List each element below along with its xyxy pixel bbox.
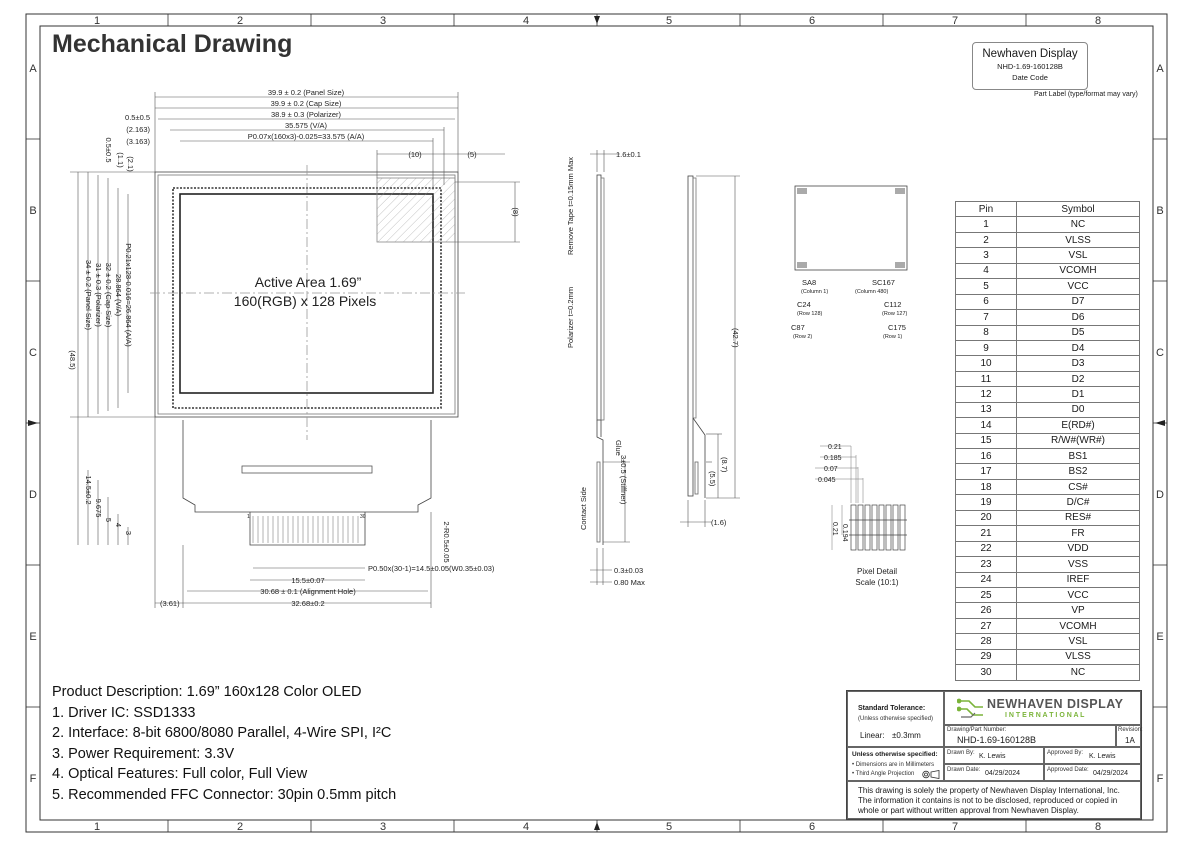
pin-number: 9 xyxy=(956,340,1017,355)
pin-row xyxy=(956,232,1140,247)
pin-row xyxy=(956,541,1140,556)
drawn-by-label: Drawn By: xyxy=(947,750,975,756)
pin-symbol: CS# xyxy=(1017,479,1140,494)
pixel-dim: 0.07 xyxy=(824,466,838,473)
col-label: 1 xyxy=(93,15,101,27)
description-line: 4. Optical Features: Full color, Full View xyxy=(52,766,308,783)
pin-symbol: D6 xyxy=(1017,310,1140,325)
dim-left: 31 ± 0.3 (Polarizer) xyxy=(94,263,103,327)
pin-row xyxy=(956,464,1140,479)
notice xyxy=(858,786,1120,816)
row-label: D xyxy=(29,489,37,501)
dim-top-left: (3.163) xyxy=(126,137,150,146)
dim-bottom-left: 3 xyxy=(124,530,133,536)
col-label: 5 xyxy=(665,821,673,833)
pixel-dim: 0.21 xyxy=(828,444,842,451)
pin-symbol: IREF xyxy=(1017,572,1140,587)
side-dim: 1.6±0.1 xyxy=(616,150,641,159)
pin-row xyxy=(956,572,1140,587)
linear-label: Linear: xyxy=(860,731,885,740)
driver-label: (Row 128) xyxy=(797,311,823,317)
pin-number: 30 xyxy=(956,665,1017,680)
revision-label: Revision: xyxy=(1118,727,1143,733)
col-label: 4 xyxy=(522,821,530,833)
dim-top: P0.07x(160x3)-0.025=33.575 (A/A) xyxy=(247,132,365,141)
pin-symbol: BS1 xyxy=(1017,449,1140,464)
side-label: 3±0.5 (Stiffner) xyxy=(619,455,628,505)
pixel-caption: Scale (10:1) xyxy=(855,578,899,587)
std-tol-title: Standard Tolerance: xyxy=(858,705,926,712)
part-number-label: Drawing/Part Number: xyxy=(947,727,1007,733)
pin-number: 27 xyxy=(956,618,1017,633)
row-label: E xyxy=(29,631,37,643)
pin-number: 10 xyxy=(956,356,1017,371)
pin-number: 11 xyxy=(956,371,1017,386)
pin-row xyxy=(956,587,1140,602)
pin-mark: 1 xyxy=(247,514,250,520)
col-label: 3 xyxy=(379,821,387,833)
dim-left: 34 ± 0.2 (Panel Size) xyxy=(84,260,93,330)
pin-number: 25 xyxy=(956,587,1017,602)
driver-label: SA8 xyxy=(802,278,817,287)
pixel-dim: 0.185 xyxy=(824,455,842,462)
pin-number: 21 xyxy=(956,526,1017,541)
drawn-date: 04/29/2024 xyxy=(985,770,1021,777)
pin-row xyxy=(956,526,1140,541)
active-area-pixels: 160(RGB) x 128 Pixels xyxy=(233,293,377,309)
part-label-brand: Newhaven Display xyxy=(982,48,1078,60)
pixel-caption: Pixel Detail xyxy=(856,567,898,576)
pin-symbol: VP xyxy=(1017,603,1140,618)
row-label: B xyxy=(1156,205,1164,217)
col-label: 8 xyxy=(1094,821,1102,833)
col-label: 5 xyxy=(665,15,673,27)
product-description xyxy=(52,682,396,806)
drawn-by-cell xyxy=(944,747,1044,764)
pin-number: 2 xyxy=(956,232,1017,247)
pin-number: 5 xyxy=(956,279,1017,294)
pin-symbol: NC xyxy=(1017,665,1140,680)
pin-row xyxy=(956,665,1140,680)
pin-symbol: RES# xyxy=(1017,510,1140,525)
pin-number: 16 xyxy=(956,449,1017,464)
pin-number: 12 xyxy=(956,387,1017,402)
row-label: B xyxy=(29,205,37,217)
col-label: 7 xyxy=(951,821,959,833)
pin-mark: 30 xyxy=(360,514,366,520)
approved-date-cell xyxy=(1044,764,1141,781)
unless-title: Unless otherwise specified: xyxy=(852,751,938,758)
col-label: 3 xyxy=(379,15,387,27)
pin-symbol: D/C# xyxy=(1017,495,1140,510)
pin-row xyxy=(956,418,1140,433)
approved-by: K. Lewis xyxy=(1089,753,1116,760)
pin-number: 18 xyxy=(956,479,1017,494)
pin-row xyxy=(956,263,1140,278)
pin-symbol: D0 xyxy=(1017,402,1140,417)
driver-label: (Row 1) xyxy=(883,334,903,340)
logo-circuit-icon xyxy=(957,695,985,721)
description-line: 2. Interface: 8-bit 6800/8080 Parallel, 4-Wire SPI, I²C xyxy=(52,725,392,742)
driver-label: (Row 2) xyxy=(793,334,813,340)
col-label: 2 xyxy=(236,821,244,833)
col-label: 4 xyxy=(522,15,530,27)
pin-symbol: D3 xyxy=(1017,356,1140,371)
side-label: Glue xyxy=(614,440,623,456)
driver-label: (Row 127) xyxy=(882,311,908,317)
pixel-dim: 0.194 xyxy=(841,524,848,542)
pin-row xyxy=(956,433,1140,448)
pin-symbol: VCOMH xyxy=(1017,618,1140,633)
side2-dim: (5.5) xyxy=(708,471,717,487)
radius-label: 2-R0.5±0.05 xyxy=(442,521,451,563)
side2-dim: (8.7) xyxy=(720,457,729,473)
page-title: Mechanical Drawing xyxy=(52,30,293,58)
row-label: C xyxy=(29,347,37,359)
pin-row xyxy=(956,340,1140,355)
std-tol-sub: (Unless otherwise specified) xyxy=(858,716,934,722)
dim-bottom-left: 14.5±0.2 xyxy=(84,475,93,505)
pin-symbol: NC xyxy=(1017,217,1140,232)
side-dim: 0.3±0.03 xyxy=(614,566,644,575)
col-label: 8 xyxy=(1094,15,1102,27)
description-line: 1. Driver IC: SSD1333 xyxy=(52,704,196,721)
pin-row xyxy=(956,649,1140,664)
pin-row xyxy=(956,371,1140,386)
pin-number: 19 xyxy=(956,495,1017,510)
pin-row xyxy=(956,387,1140,402)
dim-left: (1.1) xyxy=(116,152,125,168)
drawn-date-label: Drawn Date: xyxy=(947,767,981,773)
dim-bottom: 30.68 ± 0.1 (Alignment Hole) xyxy=(260,587,356,596)
description-line: 3. Power Requirement: 3.3V xyxy=(52,745,235,762)
dim-top: 38.9 ± 0.3 (Polarizer) xyxy=(271,110,341,119)
part-label-date-code: Date Code xyxy=(1012,73,1048,82)
dim-top: 39.9 ± 0.2 (Panel Size) xyxy=(267,88,345,97)
pixel-dim: 0.045 xyxy=(818,477,836,484)
pin-number: 7 xyxy=(956,310,1017,325)
driver-label: SC167 xyxy=(872,278,895,287)
pin-row xyxy=(956,248,1140,263)
pin-number: 6 xyxy=(956,294,1017,309)
side-label: Remove Tape t=0.15mm Max xyxy=(566,156,575,255)
row-label: D xyxy=(1156,489,1164,501)
pin-number: 13 xyxy=(956,402,1017,417)
pin-symbol: VSL xyxy=(1017,634,1140,649)
pin-number: 1 xyxy=(956,217,1017,232)
pin-symbol: VSS xyxy=(1017,557,1140,572)
third-angle-icon xyxy=(922,770,940,779)
pin-number: 8 xyxy=(956,325,1017,340)
dim-top: (10) xyxy=(408,150,422,159)
driver-label: (Column 1) xyxy=(801,289,829,295)
pin-row xyxy=(956,479,1140,494)
pin-symbol: VSL xyxy=(1017,248,1140,263)
approved-date: 04/29/2024 xyxy=(1093,770,1129,777)
pin-symbol: VLSS xyxy=(1017,232,1140,247)
pin-number: 26 xyxy=(956,603,1017,618)
pin-number: 3 xyxy=(956,248,1017,263)
driver-label: C112 xyxy=(884,300,902,309)
dim-top: 39.9 ± 0.2 (Cap Size) xyxy=(270,99,342,108)
dim-bottom-left: 9.675 xyxy=(94,498,103,518)
pin-table xyxy=(955,201,1140,681)
col-label: 7 xyxy=(951,15,959,27)
pin-symbol: D2 xyxy=(1017,371,1140,386)
pin-number: 28 xyxy=(956,634,1017,649)
side2-dim: (42.7) xyxy=(731,328,740,348)
driver-label: C24 xyxy=(797,300,811,309)
dim-left: (48.5) xyxy=(68,350,77,370)
pin-table-body xyxy=(956,202,1140,681)
dim-left: P0.21x128-0.016=26.864 (A/A) xyxy=(124,243,133,347)
pin-symbol: VLSS xyxy=(1017,649,1140,664)
dim-bottom-left: 4 xyxy=(114,522,123,528)
pin-symbol: D1 xyxy=(1017,387,1140,402)
pin-row xyxy=(956,557,1140,572)
driver-label: C175 xyxy=(888,323,906,332)
pin-symbol: VCC xyxy=(1017,587,1140,602)
part-label-number: NHD-1.69-160128B xyxy=(997,62,1063,71)
linear-value: ±0.3mm xyxy=(892,731,921,740)
pixel-dim: 0.21 xyxy=(831,522,838,536)
driver-label: C87 xyxy=(791,323,805,332)
dim-top-left: (2.163) xyxy=(126,125,150,134)
dim-left: (2.1) xyxy=(126,156,135,172)
col-label: 1 xyxy=(93,821,101,833)
col-label: 2 xyxy=(236,15,244,27)
pin-row xyxy=(956,325,1140,340)
pin-symbol: VCOMH xyxy=(1017,263,1140,278)
pin-row xyxy=(956,449,1140,464)
logo-bottom: I N T E R N A T I O N A L xyxy=(1005,712,1085,719)
pin-symbol: R/W#(WR#) xyxy=(1017,433,1140,448)
pin-symbol: VCC xyxy=(1017,279,1140,294)
pin-row xyxy=(956,217,1140,232)
pin-number: 15 xyxy=(956,433,1017,448)
std-tolerance-cell xyxy=(847,691,944,747)
dim-left: 32 ± 0.2 (Cap Size) xyxy=(104,262,113,328)
pin-symbol: VDD xyxy=(1017,541,1140,556)
symbol-header: Symbol xyxy=(1017,202,1140,217)
logo-top: NEWHAVEN DISPLAY xyxy=(987,697,1124,711)
unless-item: • Dimensions are in Millimeters xyxy=(852,762,935,768)
side-dim: 0.80 Max xyxy=(614,578,645,587)
pin-row xyxy=(956,279,1140,294)
pin-number: 14 xyxy=(956,418,1017,433)
dim-bottom: 15.5±0.07 xyxy=(291,576,325,585)
notice-cell xyxy=(847,781,1141,819)
part-label-note: Part Label (type/format may vary) xyxy=(1034,91,1138,98)
notice-line: whole or part without written approval from Newhaven Display. xyxy=(858,806,1079,815)
approved-date-label: Approved Date: xyxy=(1047,767,1089,773)
pin-header: Pin xyxy=(956,202,1017,217)
pin-row xyxy=(956,634,1140,649)
pin-number: 22 xyxy=(956,541,1017,556)
description-line: Product Description: 1.69” 160x128 Color OLED xyxy=(52,684,362,700)
side2-dim: (1.6) xyxy=(711,518,727,527)
revision-cell xyxy=(1116,725,1141,747)
drawn-date-cell xyxy=(944,764,1044,781)
notice-line: This drawing is solely the property of Newhaven Display International, Inc. xyxy=(858,786,1120,795)
dim-left: 0.5±0.5 xyxy=(104,137,113,163)
side-label: Polarizer t=0.2mm xyxy=(566,286,575,348)
row-label: A xyxy=(1156,63,1164,75)
pin-row xyxy=(956,618,1140,633)
dim-bottom: P0.50x(30-1)=14.5±0.05(W0.35±0.03) xyxy=(368,564,495,573)
pin-table-header xyxy=(956,202,1140,217)
part-number-cell xyxy=(944,725,1116,747)
pin-number: 29 xyxy=(956,649,1017,664)
side-label: Contact Side xyxy=(579,487,588,530)
row-label: A xyxy=(29,63,37,75)
drawn-by: K. Lewis xyxy=(979,753,1006,760)
dim-right: (8) xyxy=(511,207,520,217)
dim-top: 35.575 (V/A) xyxy=(284,121,328,130)
pin-number: 24 xyxy=(956,572,1017,587)
dim-bottom: (3.61) xyxy=(160,599,180,608)
pin-symbol: E(RD#) xyxy=(1017,418,1140,433)
pin-number: 20 xyxy=(956,510,1017,525)
col-label: 6 xyxy=(808,821,816,833)
active-area-title: Active Area 1.69” xyxy=(254,274,362,290)
dim-bottom: 32.68±0.2 xyxy=(291,599,325,608)
pin-row xyxy=(956,510,1140,525)
pin-symbol: D5 xyxy=(1017,325,1140,340)
approved-by-label: Approved By: xyxy=(1047,750,1084,756)
pin-number: 4 xyxy=(956,263,1017,278)
pin-symbol: D4 xyxy=(1017,340,1140,355)
pin-row xyxy=(956,402,1140,417)
unless-cell xyxy=(847,747,944,781)
pin-symbol: BS2 xyxy=(1017,464,1140,479)
pin-symbol: D7 xyxy=(1017,294,1140,309)
dim-left: 28.864 (V/A) xyxy=(114,273,123,317)
revision-value: 1A xyxy=(1125,736,1135,745)
pin-number: 17 xyxy=(956,464,1017,479)
row-label: F xyxy=(1156,773,1164,785)
notice-line: The information it contains is not to be disclosed, reproduced or copied in xyxy=(858,796,1118,805)
pin-row xyxy=(956,310,1140,325)
approved-by-cell xyxy=(1044,747,1141,764)
pin-row xyxy=(956,356,1140,371)
row-label: E xyxy=(1156,631,1164,643)
description-line: 5. Recommended FFC Connector: 30pin 0.5mm pitch xyxy=(52,786,397,803)
pin-row xyxy=(956,294,1140,309)
pin-row xyxy=(956,603,1140,618)
pin-row xyxy=(956,495,1140,510)
dim-top: (5) xyxy=(467,150,477,159)
title-block xyxy=(846,690,1142,820)
dim-top-left: 0.5±0.5 xyxy=(125,113,150,122)
driver-label: (Column 480) xyxy=(855,289,889,295)
row-label: F xyxy=(29,773,37,785)
col-label: 6 xyxy=(808,15,816,27)
row-label: C xyxy=(1156,347,1164,359)
pin-symbol: FR xyxy=(1017,526,1140,541)
unless-item: • Third Angle Projection xyxy=(852,771,915,777)
logo-cell xyxy=(944,691,1141,725)
dim-bottom-left: 5 xyxy=(104,517,113,523)
part-number-value: NHD-1.69-160128B xyxy=(957,735,1037,745)
pin-number: 23 xyxy=(956,557,1017,572)
